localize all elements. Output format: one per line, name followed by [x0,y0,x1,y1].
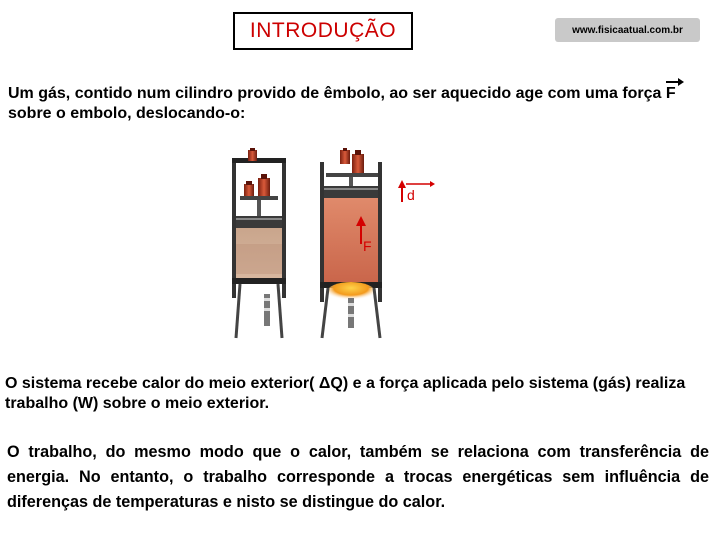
displacement-arrow [398,180,435,203]
intro-paragraph [8,84,713,124]
force-label: F [363,238,372,254]
intro-text-end: sobre o embolo, deslocando-o: [8,105,246,122]
piston-illustration [228,148,448,345]
force-vector-symbol: F [665,85,676,102]
page-title: INTRODUÇÃO [233,12,413,50]
left-cylinder [232,148,286,338]
work-definition-paragraph: O trabalho, do mesmo modo que o calor, também se relaciona com transferência de energia. No entanto, o trabalho corresponde a trocas energéticas sem influência de diferenças de temperaturas e nisto se distingue do calor. [7,443,709,511]
heat-work-paragraph: O sistema recebe calor do meio exterior( ΔQ) e a força aplicada pelo sistema (gás) realiza trabalho (W) sobre o meio exterior. [5,375,686,412]
intro-text-start: Um gás, contido num cilindro provido de êmbolo, ao ser aquecido age com uma força [8,85,666,102]
displacement-label: d [407,187,415,203]
right-cylinder [320,148,382,338]
piston-cylinders-image [228,148,448,340]
website-badge[interactable]: www.fisicaatual.com.br [555,18,700,42]
